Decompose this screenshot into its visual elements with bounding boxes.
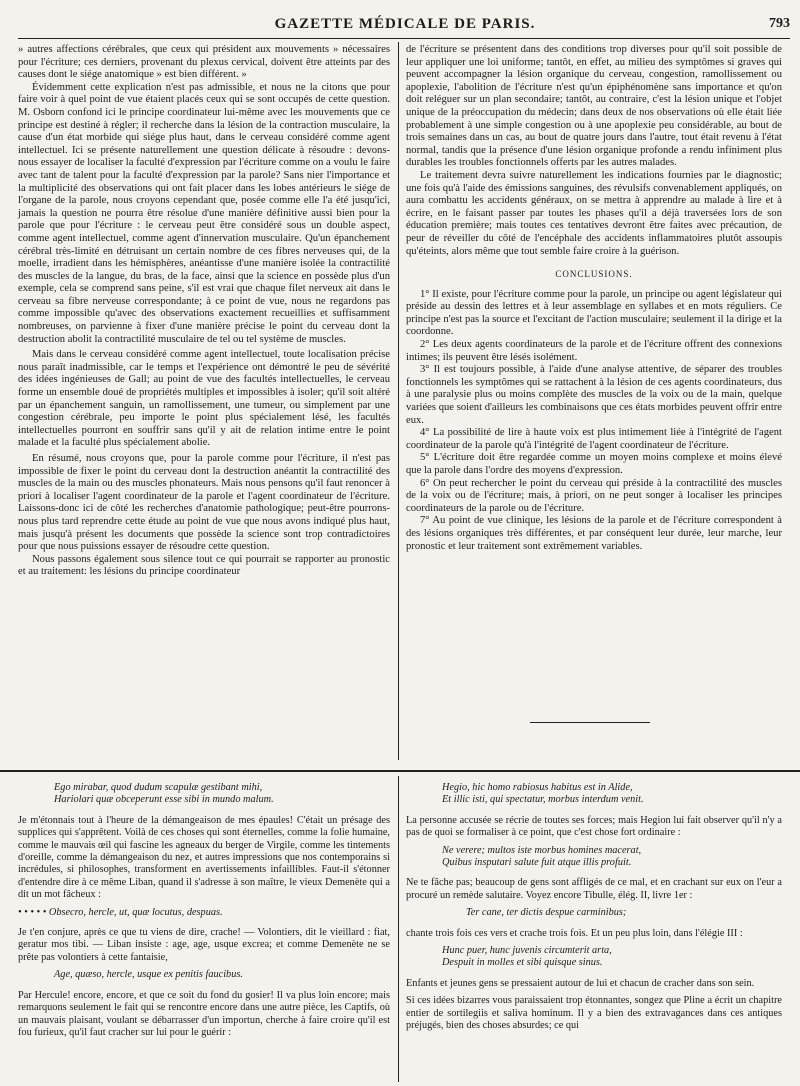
feuilleton-right-column bbox=[406, 778, 782, 1038]
feuilleton-separator bbox=[0, 770, 800, 772]
paragraph: de l'écriture se présentent dans des conditions trop diverses pour qu'il soit possible de leur appliquer une loi uniforme; tantôt, en effet, au milieu des symptômes si graves qui peuvent accompagner la lésion organique du cerveau, congestion, ramollissement ou apoplexie, l'abolition de l'écriture n'est qu'un épiphénomène sans importance et qu'on doit reléguer sur un plan secondaire; tantôt, au contraire, c'est la lésion unique et l'objet unique de la préoccupation du médecin; dans deux de nos observations où elle était liée probablement à une simple congestion ou à une apoplexie peu considérable, au bout de trois semaines dans un cas, au bout de quatre jours dans l'autre, tout était revenu à l'état normal, tandis que la présence d'une lésion organique profonde a rendu infiniment plus durables les troubles fonctionnels offerts par les autres malades. bbox=[406, 44, 782, 169]
verse-line: Hegio, hic homo rabiosus habitus est in Alide, bbox=[442, 782, 633, 793]
verse-line: Ter cane, ter dictis despue carminibus; bbox=[466, 907, 627, 919]
latin-verse bbox=[406, 907, 782, 919]
latin-verse bbox=[406, 945, 782, 970]
paragraph: Par Hercule! encore, encore, et que ce soit du fond du gosier! Il va plus loin encore; mais remarquons seulement le fait qui se rencontre encore dans une autre pièce, les Captifs, où un mauvais plaisant, voulant se débarrasser d'un importun, cherche à faire croire qu'il est fou furieux, qu'il faut cracher sur lui pour le guérir : bbox=[18, 989, 390, 1038]
end-rule bbox=[530, 722, 650, 723]
verse-line: • • • • • Obsecro, hercle, ut, quæ locutus, despuas. bbox=[18, 906, 223, 918]
paragraph: chante trois fois ces vers et crache trois fois. Et un peu plus loin, dans l'élégie III : bbox=[406, 927, 743, 939]
conclusion-item: 6° On peut rechercher le point du cerveau qui préside à la contractilité des muscles de la voix ou de l'écriture; mais, à priori, on ne peut songer à localiser les principes coordinateurs de la parole ou de l'écriture. bbox=[406, 477, 782, 514]
paragraph: Enfants et jeunes gens se pressaient autour de lui et chacun de cracher dans son sein. bbox=[406, 977, 755, 989]
paragraph: Évidemment cette explication n'est pas admissible, et nous ne la citons que pour faire voir à quel point de vue étaient placés ceux qui se sont occupés de cette question. M. Osborn confond ici le principe coordinateur lui-même avec les mouvements que ce principe est destiné à régler; il recherche dans la lésion de la contraction musculaire, la cause d'un état morbide qui siége plus haut, dans le cerveau considéré comme agent intellectuel. Ici se présente naturellement une question délicate à résoudre : devons-nous essayer de localiser la faculté d'expression par l'écriture comme on a voulu le faire avec tant de talent pour la faculté d'expression par la parole? Sans nier l'importance et la multiplicité des observations qui ont fait placer dans les lobes antérieurs le siége de l'organe de la parole, nous croyons cependant que, posée comme elle l'a été jusqu'ici, jamais la question ne pourra être résolue d'une manière définitive aussi bien pour la parole que pour l'écriture : le cerveau peut être considéré sous un double aspect, comme agent intellectuel, comme agent d'innervation musculaire. Qu'un épanchement cérébral très-limité en détruisant un certain nombre de ces fibres nerveuses qui, de la moelle, irradient dans les hémisphères, anéantisse d'une manière isolée la contractilité des muscles de la langue, du bras, de la face, ainsi que la science en possède plus d'un exemple, cela se comprend sans peine, s'il est vrai que chaque filet nerveux ait dans le cerveau sa fibre nerveuse correspondante; à ce point de vue, nous ne regardons pas comme impossible qu'avec des observations exactement recueillies et suffisamment nombreuses, on parvienne à fixer d'une manière précise le point du cerveau dont la destruction abolit la contractilité musculaire de tel ou tel système de muscles. bbox=[18, 81, 390, 345]
conclusion-item: 1° Il existe, pour l'écriture comme pour la parole, un principe ou agent législateur qui préside au dessin des lettres et à leur assemblage en syllabes et en mots réguliers. Ce principe n'est pas la source et l'excitant de l'action musculaire; seulement il la dirige et la coordonne. bbox=[406, 288, 782, 338]
paragraph: Je t'en conjure, après ce que tu viens de dire, crache! — Volontiers, dit le vieillard : fiat, geratur mos tibi. — Liban insiste : age, age, usque excrea; et comme Demenète ne se prête pas volontiers à cette fantaisie, bbox=[18, 927, 390, 963]
conclusion-item: 3° Il est toujours possible, à l'aide d'une analyse attentive, de séparer des troubles fonctionnels les symptômes qui se rattachent à la lésion de ces agents coordinateurs, dus à une paralysie plus ou moins complète des muscles de la voix ou de la main, quelque variées que soient d'ailleurs les combinaisons que ces états morbides peuvent offrir entre eux. bbox=[406, 364, 782, 426]
conclusion-item: 7° Au point de vue clinique, les lésions de la parole et de l'écriture correspondent à des lésions organiques très différentes, et par conséquent leur durée, leur marche, leur pronostic et leur traitement sont extrêmement variables. bbox=[406, 515, 782, 552]
header-rule bbox=[18, 38, 790, 39]
paragraph: La personne accusée se récrie de toutes ses forces; mais Hegion lui fait observer qu'il n'y a pas de quoi se formaliser à ce point, que c'est chose fort ordinaire : bbox=[406, 814, 782, 839]
verse-line: Hariolari quæ obceperunt esse sibi in mundo malum. bbox=[54, 794, 274, 806]
paragraph: En résumé, nous croyons que, pour la parole comme pour l'écriture, il n'est pas impossible de fixer le point du cerveau dont la destruction anéantit la contractilité des muscles de la main ou des muscles phonateurs. Mais nous pensons qu'il faut renoncer à priori à localiser l'agent coordinateur de la parole et l'agent coordinateur de l'écriture. Laissons-donc ici de côté les recherches d'anatomie pathologique; peut-être pourrons-nous plus tard reprendre cette étude au point de vue que nous avons indiqué plus haut, mais jusqu'à présent les documents que possède la science sont trop contradictoires pour que nous puissions essayer de résoudre cette question. bbox=[18, 453, 390, 553]
latin-verse bbox=[18, 907, 390, 919]
latin-verse bbox=[18, 969, 390, 981]
verse-line: Age, quæso, hercle, usque ex penitis faucibus. bbox=[54, 969, 243, 981]
latin-verse bbox=[18, 782, 390, 807]
quoted-paragraph: » autres affections cérébrales, que ceux qui président aux mouvements » nécessaires pour l'écriture; ces derniers, provenant du plexus cervical, doivent être atteints par des causes dont le siége anatomique » est bien différent. » bbox=[18, 44, 390, 81]
paragraph: Ne te fâche pas; beaucoup de gens sont affligés de ce mal, et en crachant sur eux on l'eur a procuré un remède salutaire. Voyez encore Tibulle, élég. II, livre 1er : bbox=[406, 877, 782, 901]
conclusion-item: 2° Les deux agents coordinateurs de la parole et de l'écriture offrent des connexions intimes; ils peuvent être lésés isolément. bbox=[406, 339, 782, 363]
feuilleton-column-divider bbox=[398, 776, 399, 1082]
verse-line: Hunc puer, hunc juvenis circumterit arta, bbox=[442, 945, 612, 957]
paragraph: Nous passons également sous silence tout ce qui pourrait se rapporter au pronostic et au traitement: les lésions du principe coordinateur bbox=[18, 553, 390, 578]
paragraph: Le traitement devra suivre naturellement les indications fournies par le diagnostic; une fois qu'à l'aide des émissions sanguines, des révulsifs convenablement appliqués, on aura combattu les accidents généraux, on se mettra à apprendre au malade à lire et à écrire, en le faisant passer par toutes les phases qu'il a déjà traversées lors de son éducation première; mais toutes ces tentatives devront être faites avec précaution, de peur de réveiller du côté de l'encéphale des accidents inflammatoires plutôt assoupis qu'éteints, alors même que tout semble faire croire à la guérison. bbox=[406, 169, 782, 257]
left-column bbox=[18, 44, 390, 579]
verse-line: Ne verere; multos iste morbus homines macerat, bbox=[442, 844, 642, 856]
verse-line: Et illic isti, qui spectatur, morbus interdum venit. bbox=[442, 794, 644, 806]
latin-verse bbox=[406, 782, 782, 807]
paragraph: Je m'étonnais tout à l'heure de la démangeaison de mes épaules! C'était un présage des supplices qui s'apprêtent. Voilà de ces choses qui sont éternelles, comme la folie humaine, comme le mauvais œil qui fascine les agneaux du berger de Virgile, comme les tintements d'oreille, comme la démangeaison du nez, et autres impressions que nos contemporains si incrédules, si philosophes, transforment en avertissements infaillibles. Faut-il s'étonner d'entendre dire à ce même Liban, quand il s'adresse à son maître, le vieux Demenète qui a dit un mot fâcheux : bbox=[18, 814, 390, 901]
publication-title: GAZETTE MÉDICALE DE PARIS. bbox=[274, 16, 536, 32]
page-number: 793 bbox=[769, 16, 790, 31]
verse-line: Despuit in molles et sibi quisque sinus. bbox=[442, 957, 603, 969]
paragraph: Si ces idées bizarres vous paraissaient trop étonnantes, songez que Pline a écrit un chapitre entier de sortilegiis et saliva hominum. Il y a bien des extravagances dans ces antiques préjugés, bien des choses absurdes; ce qui bbox=[406, 995, 782, 1032]
feuilleton-left-column bbox=[18, 778, 390, 1044]
latin-verse bbox=[406, 845, 782, 870]
verse-line: Ego mirabar, quod dudum scapulæ gestibant mihi, bbox=[54, 782, 263, 793]
conclusion-item: 4° La possibilité de lire à haute voix est plus intimement liée à l'intégrité de l'agent coordinateur de la parole qu'à l'intégrité de l'agent coordinateur de l'écriture. bbox=[406, 427, 782, 451]
page-header bbox=[20, 16, 790, 38]
verse-line: Quibus insputari salute fuit atque illis profuit. bbox=[442, 857, 632, 869]
conclusion-item: 5° L'écriture doit être regardée comme un moyen moins complexe et moins élevé que la parole dans l'ordre des moyens d'expression. bbox=[406, 452, 782, 476]
column-divider bbox=[398, 42, 399, 760]
right-column bbox=[406, 44, 782, 553]
conclusions-heading: CONCLUSIONS. bbox=[555, 269, 633, 280]
paragraph: Mais dans le cerveau considéré comme agent intellectuel, toute localisation précise nous paraît inadmissible, car le temps et l'expérience ont démontré le peu de sévérité des idées ingénieuses de Gall; au point de vue des facultés intellectuelles, le cerveau forme un ensemble doué de propriétés multiples et impossibles à isoler; qu'il soit altéré par un épanchement sanguin, un ramollissement, une tumeur, ou simplement par une congestion cérébrale, peu importe le point plus spécialement lésé, les facultés intellectuelles pourront en souffrir sans qu'il y ait de relation intime entre le point malade et la faculté plus spécialement abolie. bbox=[18, 349, 390, 449]
